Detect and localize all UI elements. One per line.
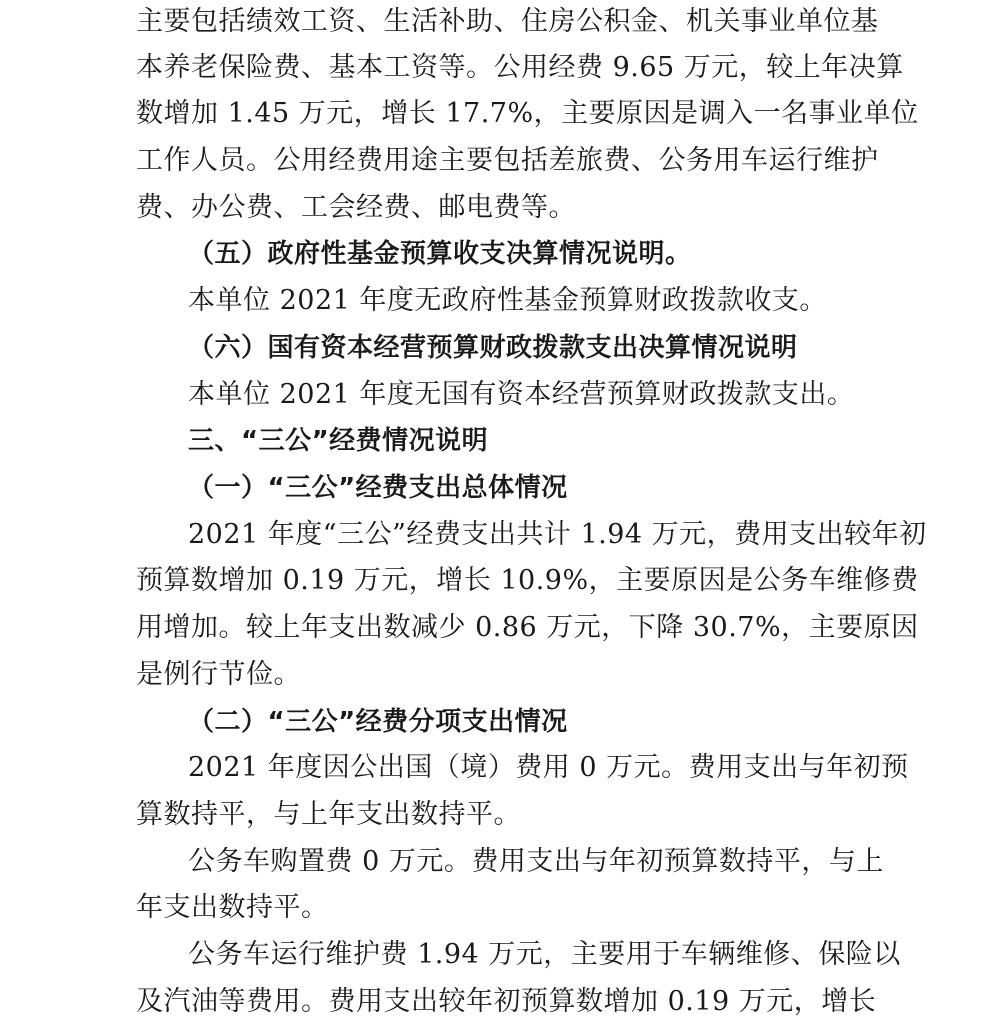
paragraph-line: 2021 年度“三公”经费支出共计 1.94 万元，费用支出较年初 [188, 519, 927, 550]
paragraph-line: 算数持平，与上年支出数持平。 [136, 799, 521, 830]
section-heading-6: （六）国有资本经营预算财政拨款支出决算情况说明 [188, 333, 798, 363]
subsection-heading-2: （二）“三公”经费分项支出情况 [188, 707, 568, 737]
paragraph-line: 公务车购置费 0 万元。费用支出与年初预算数持平，与上 [188, 846, 884, 877]
paragraph-line: 2021 年度因公出国（境）费用 0 万元。费用支出与年初预 [188, 752, 909, 783]
paragraph-line: 主要包括绩效工资、生活补助、住房公积金、机关事业单位基 [136, 6, 879, 37]
paragraph-line: 是例行节俭。 [136, 659, 301, 690]
paragraph-line: 本单位 2021 年度无国有资本经营预算财政拨款支出。 [188, 379, 855, 410]
paragraph-line: 本养老保险费、基本工资等。公用经费 9.65 万元，较上年决算 [136, 52, 904, 83]
chapter-heading-3: 三、“三公”经费情况说明 [188, 426, 489, 456]
paragraph-line: 数增加 1.45 万元，增长 17.7%，主要原因是调入一名事业单位 [136, 98, 919, 129]
paragraph-line: 工作人员。公用经费用途主要包括差旅费、公务用车运行维护 [136, 145, 879, 176]
section-heading-5: （五）政府性基金预算收支决算情况说明。 [188, 239, 692, 269]
paragraph-line: 及汽油等费用。费用支出较年初预算数增加 0.19 万元，增长 [136, 986, 877, 1017]
paragraph-line: 公务车运行维护费 1.94 万元，主要用于车辆维修、保险以 [188, 939, 901, 970]
paragraph-line: 预算数增加 0.19 万元，增长 10.9%，主要原因是公务车维修费 [136, 565, 919, 596]
paragraph-line: 本单位 2021 年度无政府性基金预算财政拨款收支。 [188, 285, 827, 316]
paragraph-line: 费、办公费、工会经费、邮电费等。 [136, 192, 576, 223]
subsection-heading-1: （一）“三公”经费支出总体情况 [188, 473, 568, 503]
paragraph-line: 用增加。较上年支出数减少 0.86 万元，下降 30.7%，主要原因 [136, 612, 919, 643]
paragraph-line: 年支出数持平。 [136, 892, 329, 923]
